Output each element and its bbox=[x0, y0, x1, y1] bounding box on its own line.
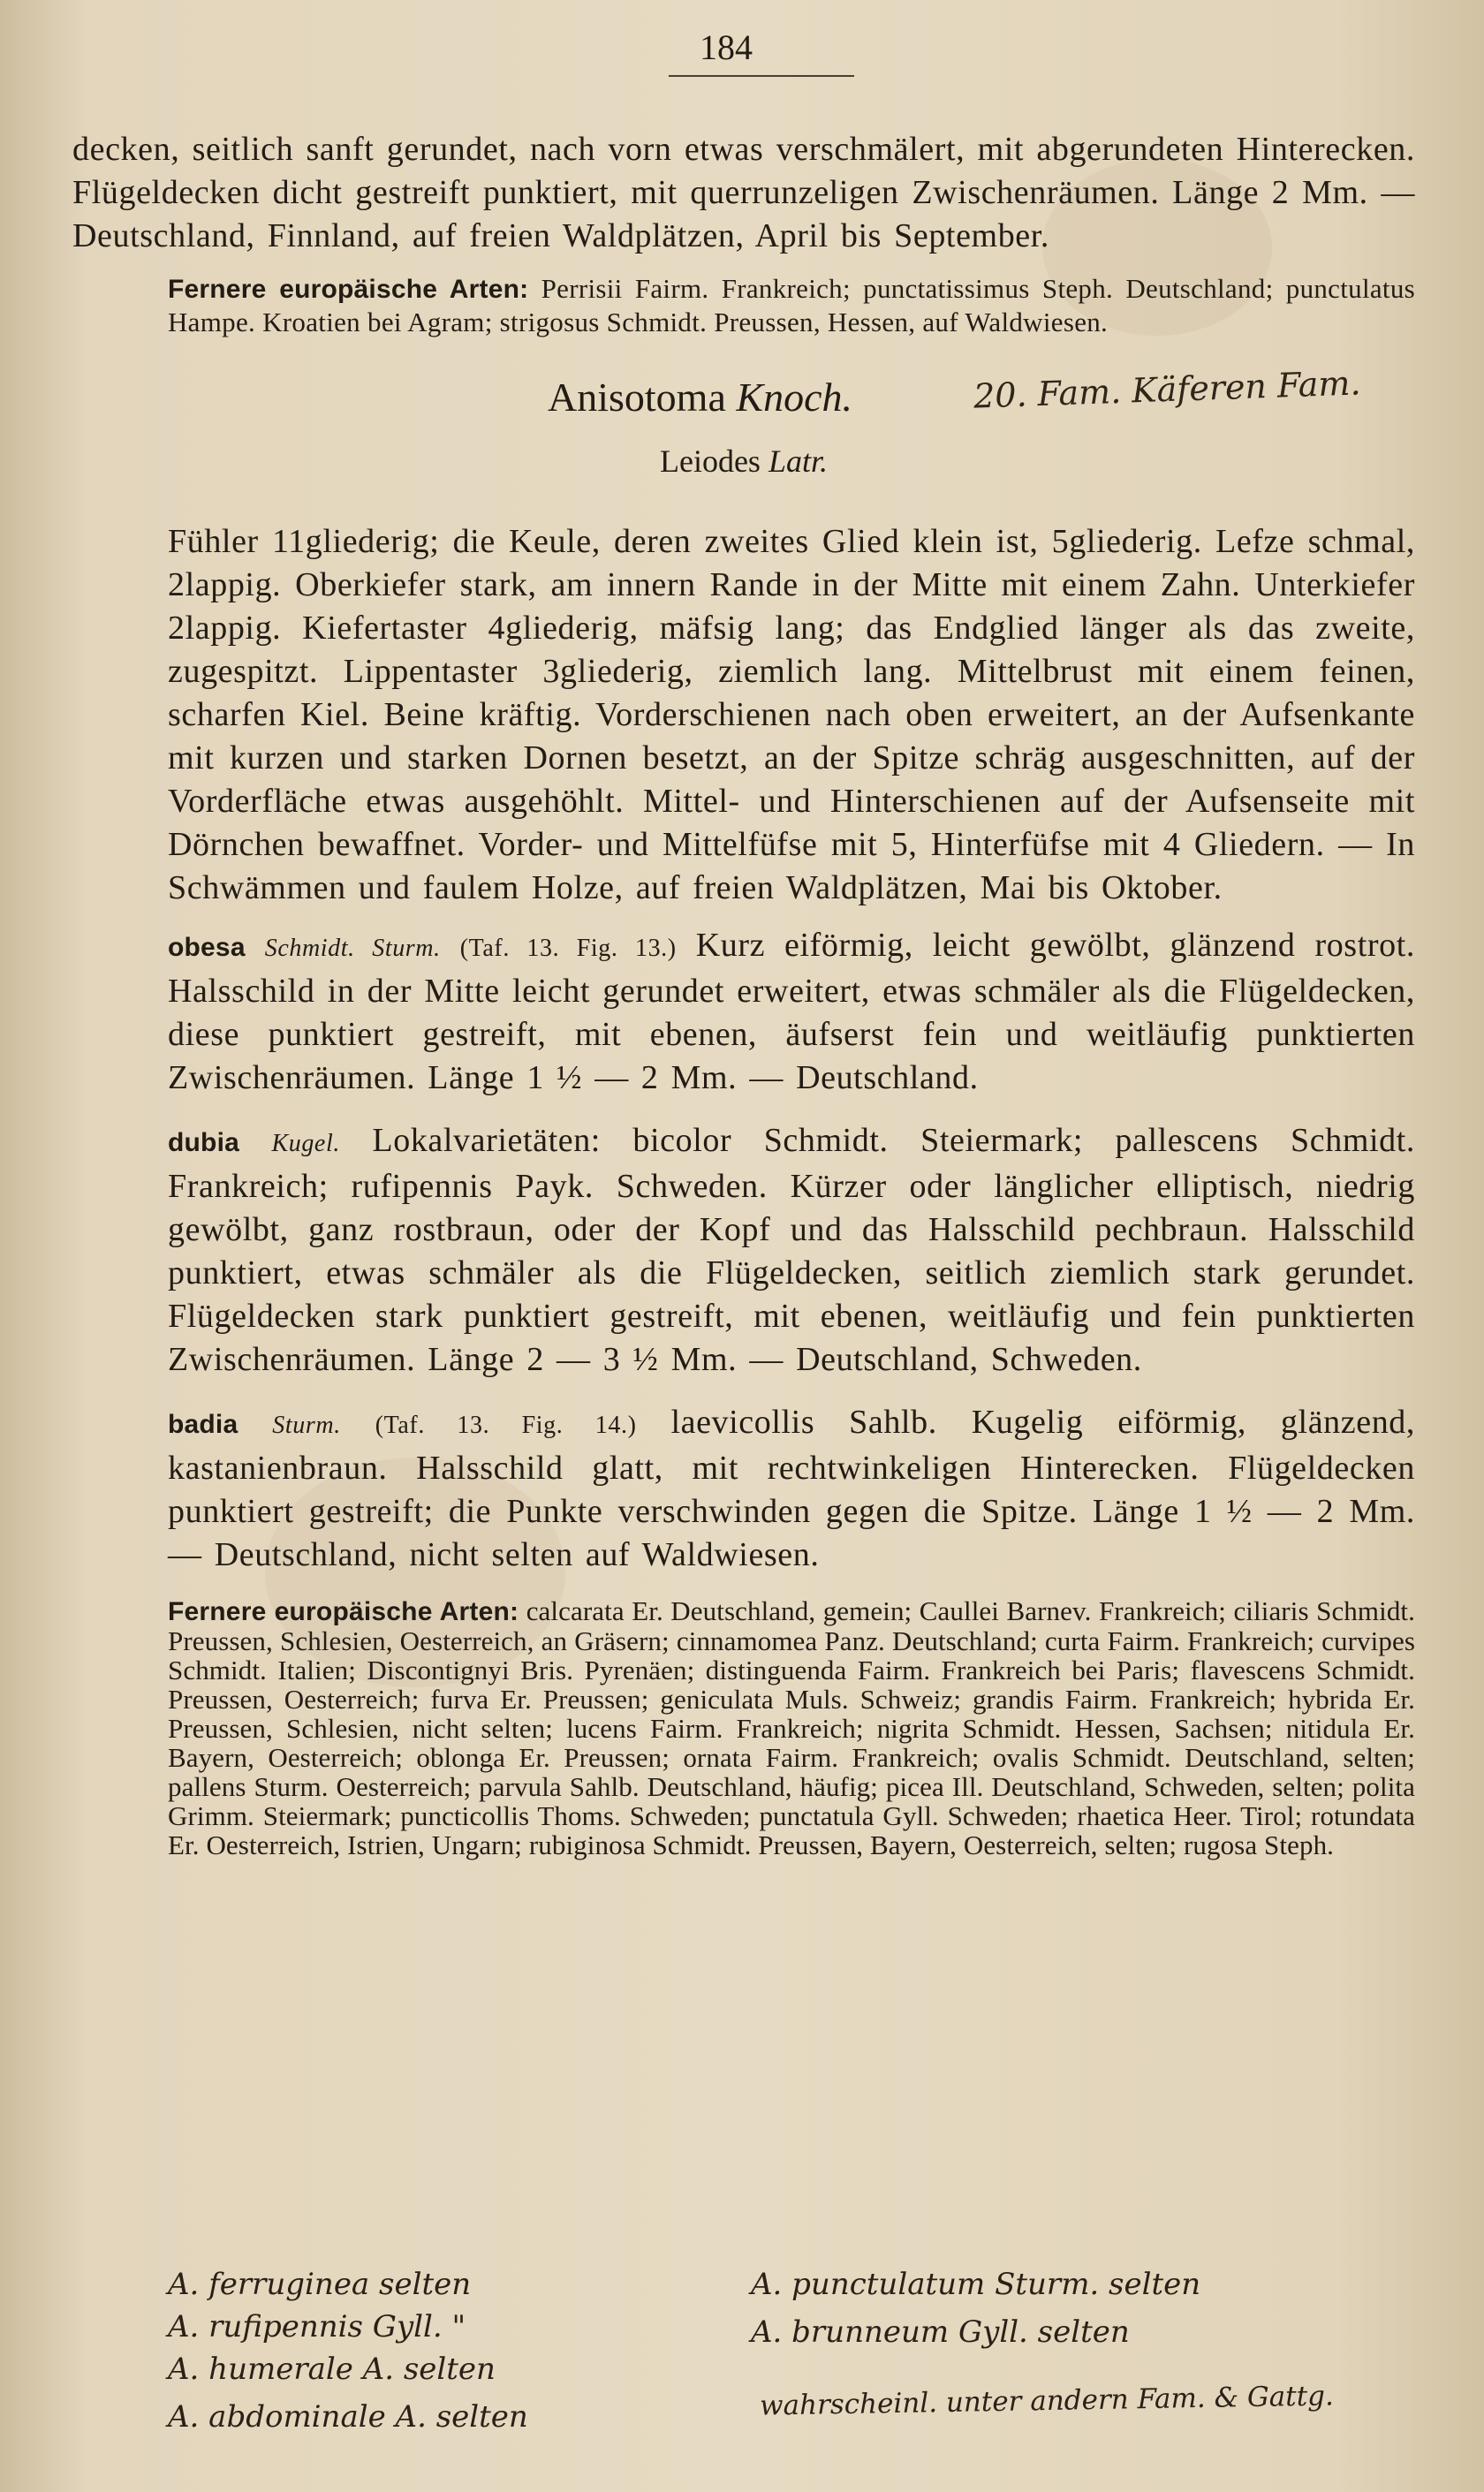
species-author: Sturm. bbox=[272, 1412, 341, 1439]
plate-reference: (Taf. 13. Fig. 14.) bbox=[375, 1412, 637, 1439]
other-species-text: calcarata Er. Deutschland, gemein; Caullei Barnev. Frankreich; ciliaris Schmidt. Preussen, Schlesien, Oesterreich, an Gräsern; cinnamomea Panz. Deutschland; curta Fairm. Frankreich; curvipes Schmidt. Italien; Discontignyi Bris. Pyrenäen; distinguenda Fairm. Frankreich bei Paris; flavescens Schmidt. Preussen, Oesterreich; furva Er. Preussen; geniculata Muls. Schweiz; grandis Fairm. Frankreich; hybrida Er. Preussen, Schlesien, nicht selten; lucens Fairm. Frankreich; nigrita Schmidt. Hessen, Sachsen; nitidula Er. Bayern, Oesterreich; oblonga Er. Preussen; ornata Fairm. Frankreich; ovalis Schmidt. Deutschland, selten; pallens Sturm. Oesterreich; parvula Sahlb. Deutschland, häufig; picea Ill. Deutschland, Schweden, selten; polita Grimm. Steiermark; puncticollis Thoms. Schweden; punctatula Gyll. Schweden; rhaetica Heer. Tirol; rotundata Er. Oesterreich, Istrien, Ungarn; rubiginosa Schmidt. Preussen, Bayern, Oesterreich, selten; rugosa Steph. bbox=[168, 1595, 1415, 1860]
handwritten-note: A. punctulatum Sturm. selten bbox=[751, 2267, 1201, 2302]
page-content bbox=[72, 27, 1415, 1860]
species-name: obesa bbox=[168, 933, 246, 962]
handwritten-note: A. rufipennis Gyll. " bbox=[168, 2309, 466, 2344]
synonym-author: Latr. bbox=[768, 443, 828, 479]
continued-paragraph: decken, seitlich sanft gerundet, nach vorn etwas verschmälert, mit abgerundeten Hinterecken. Flügeldecken dicht gestreift punktiert, mit querrunzeligen Zwischenräumen. Länge 2 Mm. — Deutschland, Finnland, auf freien Waldplätzen, April bis September. bbox=[72, 131, 1415, 254]
other-species-paragraph-2 bbox=[72, 1596, 1415, 1860]
handwritten-family-note: 20. Fam. Käferen Fam. bbox=[973, 363, 1362, 416]
other-species-paragraph-1 bbox=[72, 272, 1415, 338]
genus-description: Fühler 11gliederig; die Keule, deren zweites Glied klein ist, 5gliederig. Lefze schmal, 2lappig. Oberkiefer stark, am innern Rande in der Mitte mit einem Zahn. Unterkiefer 2lappig. Kiefertaster 4gliederig, mäfsig lang; das Endglied länger als das zweite, zugespitzt. Lippentaster 3gliederig, ziemlich lang. Mittelbrust mit einem feinen, scharfen Kiel. Beine kräftig. Vorderschienen nach oben erweitert, an der Aufsenkante mit kurzen und starken Dornen besetzt, an der Spitze schräg ausgeschnitten, auf der Vorderfläche etwas ausgehöhlt. Mittel- und Hinterschienen auf der Aufsenseite mit Dörnchen bewaffnet. Vorder- und Mittelfüfse mit 5, Hinterfüfse mit 4 Gliedern. — In Schwämmen und faulem Holze, auf freien Waldplätzen, Mai bis Oktober. bbox=[168, 523, 1415, 906]
species-text: laevicollis Sahlb. Kugelig eiförmig, glänzend, kastanienbraun. Halsschild glatt, mit rechtwinkeligen Hinterecken. Flügeldecken punktiert gestreift; die Punkte verschwinden gegen die Spitze. Länge 1 ½ — 2 Mm. — Deutschland, nicht selten auf Waldwiesen. bbox=[168, 1404, 1415, 1573]
species-dubia bbox=[72, 1119, 1415, 1382]
genus-name: Anisotoma bbox=[548, 375, 726, 420]
handwritten-note: wahrscheinl. unter andern Fam. & Gattg. bbox=[759, 2380, 1335, 2422]
species-text: Kurz eiförmig, leicht gewölbt, glänzend rostrot. Halsschild in der Mitte leicht gerundet erweitert, etwas schmäler als die Flügeldecken, diese punktiert gestreift, mit ebenen, äufserst fein und weitläufig punktierten Zwischenräumen. Länge 1 ½ — 2 Mm. — Deutschland. bbox=[168, 927, 1415, 1096]
other-species-label: Fernere europäische Arten: bbox=[168, 1597, 519, 1626]
plate-reference: (Taf. 13. Fig. 13.) bbox=[459, 935, 677, 962]
header-rule bbox=[669, 75, 854, 77]
species-name: dubia bbox=[168, 1128, 239, 1157]
other-species-text: Perrisii Fairm. Frankreich; punctatissimus Steph. Deutschland; punctulatus Hampe. Kroatien bei Agram; strigosus Schmidt. Preussen, Hessen, auf Waldwiesen. bbox=[168, 273, 1415, 337]
handwritten-note: A. humerale A. selten bbox=[168, 2352, 496, 2387]
handwritten-note: A. abdominale A. selten bbox=[168, 2399, 528, 2435]
species-author: Schmidt. Sturm. bbox=[264, 935, 441, 962]
species-name: badia bbox=[168, 1410, 238, 1439]
species-badia bbox=[72, 1401, 1415, 1577]
handwritten-note: A. ferruginea selten bbox=[168, 2267, 472, 2302]
genus-heading bbox=[72, 363, 1415, 436]
species-obesa bbox=[72, 924, 1415, 1100]
genus-title bbox=[548, 374, 852, 420]
genus-synonym bbox=[72, 443, 1415, 480]
other-species-label: Fernere europäische Arten: bbox=[168, 275, 529, 304]
synonym-name: Leiodes bbox=[659, 443, 761, 479]
handwritten-note: A. brunneum Gyll. selten bbox=[751, 2314, 1130, 2350]
genus-author: Knoch. bbox=[736, 375, 852, 420]
species-author: Kugel. bbox=[271, 1130, 340, 1157]
page-number: 184 bbox=[700, 27, 753, 67]
species-text: Lokalvarietäten: bicolor Schmidt. Steiermark; pallescens Schmidt. Frankreich; rufipennis Payk. Schweden. Kürzer oder länglicher elliptisch, niedrig gewölbt, ganz rostbraun, oder der Kopf und das Halsschild pechbraun. Halsschild punktiert, etwas schmäler als die Flügeldecken, seitlich ziemlich stark gerundet. Flügeldecken stark punktiert gestreift, mit ebenen, weitläufig und fein punktierten Zwischenräumen. Länge 2 — 3 ½ Mm. — Deutschland, Schweden. bbox=[168, 1122, 1415, 1378]
